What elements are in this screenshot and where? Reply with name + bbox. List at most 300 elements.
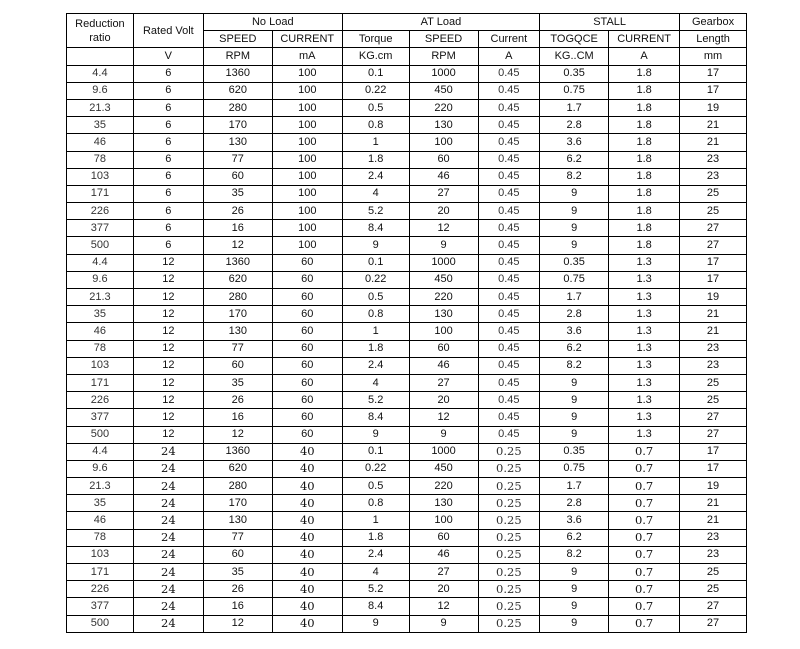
cell-stall-torque: 9 — [540, 374, 609, 391]
header-stall: STALL — [540, 14, 680, 31]
cell-rated-volt: 12 — [133, 306, 203, 323]
cell-no-load-current: 100 — [272, 203, 342, 220]
table-row — [67, 203, 747, 220]
cell-at-load-speed: 450 — [409, 271, 478, 288]
cell-no-load-speed: 60 — [203, 168, 272, 185]
cell-reduction-ratio: 226 — [67, 203, 134, 220]
cell-gearbox-length: 25 — [680, 581, 747, 598]
subheader-torque: TOGQCE — [540, 31, 609, 48]
cell-rated-volt: 24 — [133, 460, 203, 477]
cell-no-load-current: 40 — [272, 495, 342, 512]
cell-torque: 9 — [342, 237, 409, 254]
cell-torque: 1.8 — [342, 529, 409, 546]
cell-torque: 1 — [342, 512, 409, 529]
cell-at-load-current: 0.45 — [478, 82, 540, 99]
cell-stall-current: 1.8 — [609, 185, 680, 202]
cell-rated-volt: 12 — [133, 426, 203, 443]
cell-no-load-current: 100 — [272, 99, 342, 116]
cell-gearbox-length: 23 — [680, 546, 747, 563]
cell-stall-torque: 9 — [540, 237, 609, 254]
cell-stall-torque: 9 — [540, 220, 609, 237]
cell-gearbox-length: 19 — [680, 99, 747, 116]
cell-stall-torque: 0.35 — [540, 443, 609, 460]
cell-at-load-speed: 27 — [409, 564, 478, 581]
cell-stall-current: 1.3 — [609, 426, 680, 443]
cell-gearbox-length: 17 — [680, 460, 747, 477]
cell-no-load-current: 40 — [272, 581, 342, 598]
cell-reduction-ratio: 377 — [67, 598, 134, 615]
cell-no-load-speed: 280 — [203, 99, 272, 116]
cell-at-load-speed: 46 — [409, 357, 478, 374]
header-row-groups — [67, 14, 747, 31]
table-row — [67, 495, 747, 512]
cell-at-load-current: 0.45 — [478, 151, 540, 168]
cell-rated-volt: 6 — [133, 220, 203, 237]
cell-rated-volt: 6 — [133, 99, 203, 116]
cell-gearbox-length: 23 — [680, 168, 747, 185]
table-row — [67, 254, 747, 271]
cell-stall-torque: 9 — [540, 564, 609, 581]
unit-cell: RPM — [203, 48, 272, 65]
cell-gearbox-length: 21 — [680, 323, 747, 340]
cell-stall-current: 1.3 — [609, 340, 680, 357]
cell-torque: 4 — [342, 374, 409, 391]
cell-torque: 0.22 — [342, 82, 409, 99]
cell-no-load-speed: 1360 — [203, 65, 272, 82]
unit-cell: RPM — [409, 48, 478, 65]
cell-stall-current: 1.3 — [609, 254, 680, 271]
cell-no-load-speed: 12 — [203, 426, 272, 443]
cell-at-load-speed: 130 — [409, 117, 478, 134]
table-row — [67, 220, 747, 237]
cell-reduction-ratio: 46 — [67, 134, 134, 151]
unit-cell: KG..CM — [540, 48, 609, 65]
header-gearbox: Gearbox — [680, 14, 747, 31]
cell-at-load-speed: 46 — [409, 168, 478, 185]
table-row — [67, 65, 747, 82]
cell-at-load-current: 0.25 — [478, 564, 540, 581]
cell-no-load-speed: 12 — [203, 237, 272, 254]
cell-stall-current: 1.3 — [609, 271, 680, 288]
cell-no-load-current: 100 — [272, 117, 342, 134]
cell-at-load-speed: 220 — [409, 289, 478, 306]
header-reduction-ratio: Reduction ratio — [67, 14, 134, 48]
cell-at-load-speed: 1000 — [409, 65, 478, 82]
cell-gearbox-length: 25 — [680, 185, 747, 202]
cell-at-load-speed: 60 — [409, 151, 478, 168]
cell-at-load-current: 0.45 — [478, 357, 540, 374]
cell-at-load-speed: 20 — [409, 581, 478, 598]
cell-stall-current: 1.3 — [609, 409, 680, 426]
cell-no-load-speed: 170 — [203, 495, 272, 512]
cell-rated-volt: 24 — [133, 529, 203, 546]
cell-stall-torque: 0.75 — [540, 271, 609, 288]
cell-stall-current: 1.3 — [609, 306, 680, 323]
header-no-load: No Load — [203, 14, 342, 31]
cell-no-load-current: 60 — [272, 271, 342, 288]
motor-spec-table — [66, 13, 747, 633]
table-row — [67, 374, 747, 391]
cell-rated-volt: 12 — [133, 340, 203, 357]
cell-at-load-current: 0.25 — [478, 443, 540, 460]
cell-at-load-current: 0.45 — [478, 203, 540, 220]
cell-torque: 8.4 — [342, 409, 409, 426]
cell-torque: 0.5 — [342, 289, 409, 306]
cell-stall-current: 0.7 — [609, 443, 680, 460]
cell-torque: 2.4 — [342, 168, 409, 185]
cell-stall-current: 0.7 — [609, 615, 680, 632]
cell-no-load-speed: 1360 — [203, 443, 272, 460]
cell-no-load-current: 100 — [272, 65, 342, 82]
cell-reduction-ratio: 103 — [67, 168, 134, 185]
cell-gearbox-length: 21 — [680, 117, 747, 134]
cell-rated-volt: 6 — [133, 65, 203, 82]
cell-torque: 0.8 — [342, 306, 409, 323]
cell-reduction-ratio: 171 — [67, 374, 134, 391]
cell-stall-current: 1.3 — [609, 392, 680, 409]
table-row — [67, 151, 747, 168]
table-row — [67, 185, 747, 202]
cell-reduction-ratio: 171 — [67, 564, 134, 581]
cell-at-load-current: 0.45 — [478, 340, 540, 357]
table-row — [67, 134, 747, 151]
cell-no-load-speed: 170 — [203, 117, 272, 134]
cell-stall-current: 0.7 — [609, 512, 680, 529]
table-row — [67, 323, 747, 340]
cell-no-load-speed: 16 — [203, 220, 272, 237]
cell-reduction-ratio: 500 — [67, 426, 134, 443]
cell-stall-current: 1.8 — [609, 151, 680, 168]
cell-gearbox-length: 23 — [680, 357, 747, 374]
cell-at-load-speed: 130 — [409, 495, 478, 512]
cell-at-load-current: 0.25 — [478, 615, 540, 632]
cell-reduction-ratio: 21.3 — [67, 478, 134, 495]
cell-rated-volt: 24 — [133, 443, 203, 460]
unit-cell: KG.cm — [342, 48, 409, 65]
cell-stall-current: 1.8 — [609, 237, 680, 254]
cell-torque: 0.1 — [342, 65, 409, 82]
cell-gearbox-length: 21 — [680, 306, 747, 323]
cell-stall-torque: 6.2 — [540, 340, 609, 357]
subheader-current: CURRENT — [272, 31, 342, 48]
cell-at-load-current: 0.45 — [478, 185, 540, 202]
cell-stall-torque: 1.7 — [540, 99, 609, 116]
cell-torque: 1 — [342, 323, 409, 340]
cell-gearbox-length: 27 — [680, 598, 747, 615]
cell-reduction-ratio: 226 — [67, 392, 134, 409]
cell-stall-current: 0.7 — [609, 529, 680, 546]
table-row — [67, 117, 747, 134]
cell-torque: 8.4 — [342, 220, 409, 237]
cell-torque: 0.8 — [342, 495, 409, 512]
header-rated-volt: Rated Volt — [133, 14, 203, 48]
cell-at-load-speed: 450 — [409, 460, 478, 477]
cell-stall-torque: 1.7 — [540, 478, 609, 495]
cell-reduction-ratio: 103 — [67, 546, 134, 563]
cell-torque: 5.2 — [342, 581, 409, 598]
cell-reduction-ratio: 103 — [67, 357, 134, 374]
cell-at-load-speed: 9 — [409, 426, 478, 443]
cell-reduction-ratio: 78 — [67, 340, 134, 357]
table-row — [67, 529, 747, 546]
table-row — [67, 392, 747, 409]
cell-no-load-speed: 26 — [203, 392, 272, 409]
cell-at-load-speed: 12 — [409, 409, 478, 426]
cell-rated-volt: 24 — [133, 564, 203, 581]
cell-stall-torque: 9 — [540, 615, 609, 632]
table-row — [67, 598, 747, 615]
cell-rated-volt: 24 — [133, 478, 203, 495]
unit-cell: A — [478, 48, 540, 65]
cell-reduction-ratio: 500 — [67, 237, 134, 254]
cell-rated-volt: 12 — [133, 271, 203, 288]
cell-gearbox-length: 25 — [680, 392, 747, 409]
cell-no-load-current: 60 — [272, 374, 342, 391]
cell-stall-current: 1.8 — [609, 99, 680, 116]
cell-torque: 4 — [342, 564, 409, 581]
cell-stall-current: 1.8 — [609, 117, 680, 134]
cell-reduction-ratio: 21.3 — [67, 99, 134, 116]
cell-at-load-current: 0.45 — [478, 254, 540, 271]
subheader-torque: Torque — [342, 31, 409, 48]
unit-cell: mA — [272, 48, 342, 65]
cell-at-load-current: 0.25 — [478, 529, 540, 546]
cell-stall-torque: 9 — [540, 409, 609, 426]
cell-reduction-ratio: 4.4 — [67, 443, 134, 460]
cell-reduction-ratio: 46 — [67, 512, 134, 529]
cell-torque: 1.8 — [342, 151, 409, 168]
cell-reduction-ratio: 35 — [67, 117, 134, 134]
cell-reduction-ratio: 35 — [67, 495, 134, 512]
cell-reduction-ratio: 171 — [67, 185, 134, 202]
cell-reduction-ratio: 78 — [67, 529, 134, 546]
cell-no-load-speed: 12 — [203, 615, 272, 632]
cell-no-load-current: 40 — [272, 512, 342, 529]
cell-stall-torque: 3.6 — [540, 134, 609, 151]
table-row — [67, 409, 747, 426]
cell-stall-current: 1.3 — [609, 323, 680, 340]
cell-no-load-current: 100 — [272, 185, 342, 202]
cell-rated-volt: 6 — [133, 185, 203, 202]
cell-no-load-speed: 170 — [203, 306, 272, 323]
cell-gearbox-length: 17 — [680, 443, 747, 460]
table-row — [67, 289, 747, 306]
subheader-length: Length — [680, 31, 747, 48]
cell-rated-volt: 24 — [133, 512, 203, 529]
cell-stall-current: 0.7 — [609, 598, 680, 615]
cell-reduction-ratio: 377 — [67, 409, 134, 426]
cell-at-load-current: 0.45 — [478, 65, 540, 82]
unit-cell: A — [609, 48, 680, 65]
spec-table-container — [66, 13, 747, 633]
cell-at-load-current: 0.45 — [478, 271, 540, 288]
cell-at-load-speed: 100 — [409, 512, 478, 529]
cell-stall-torque: 8.2 — [540, 168, 609, 185]
cell-at-load-speed: 9 — [409, 615, 478, 632]
cell-no-load-speed: 16 — [203, 598, 272, 615]
cell-stall-torque: 1.7 — [540, 289, 609, 306]
cell-stall-torque: 9 — [540, 598, 609, 615]
table-body — [67, 65, 747, 632]
cell-no-load-speed: 26 — [203, 203, 272, 220]
cell-rated-volt: 6 — [133, 134, 203, 151]
cell-reduction-ratio: 226 — [67, 581, 134, 598]
cell-reduction-ratio: 500 — [67, 615, 134, 632]
cell-at-load-current: 0.45 — [478, 392, 540, 409]
cell-at-load-speed: 220 — [409, 99, 478, 116]
cell-rated-volt: 6 — [133, 203, 203, 220]
cell-rated-volt: 6 — [133, 168, 203, 185]
unit-cell: V — [133, 48, 203, 65]
cell-at-load-speed: 9 — [409, 237, 478, 254]
cell-no-load-speed: 35 — [203, 185, 272, 202]
cell-reduction-ratio: 377 — [67, 220, 134, 237]
cell-torque: 0.1 — [342, 254, 409, 271]
cell-torque: 5.2 — [342, 203, 409, 220]
cell-at-load-current: 0.45 — [478, 99, 540, 116]
cell-stall-current: 1.8 — [609, 82, 680, 99]
cell-no-load-speed: 130 — [203, 512, 272, 529]
cell-rated-volt: 24 — [133, 598, 203, 615]
table-row — [67, 340, 747, 357]
cell-stall-torque: 6.2 — [540, 529, 609, 546]
cell-no-load-current: 40 — [272, 460, 342, 477]
cell-rated-volt: 24 — [133, 495, 203, 512]
cell-at-load-current: 0.45 — [478, 409, 540, 426]
cell-stall-current: 1.8 — [609, 203, 680, 220]
cell-no-load-current: 60 — [272, 323, 342, 340]
cell-stall-torque: 2.8 — [540, 306, 609, 323]
cell-no-load-current: 100 — [272, 220, 342, 237]
cell-torque: 4 — [342, 185, 409, 202]
cell-at-load-current: 0.45 — [478, 237, 540, 254]
cell-no-load-speed: 77 — [203, 529, 272, 546]
cell-rated-volt: 12 — [133, 289, 203, 306]
cell-gearbox-length: 23 — [680, 340, 747, 357]
cell-stall-current: 1.8 — [609, 134, 680, 151]
table-row — [67, 546, 747, 563]
table-row — [67, 99, 747, 116]
cell-gearbox-length: 19 — [680, 289, 747, 306]
cell-no-load-current: 40 — [272, 478, 342, 495]
cell-reduction-ratio: 9.6 — [67, 82, 134, 99]
cell-at-load-speed: 100 — [409, 323, 478, 340]
cell-stall-torque: 2.8 — [540, 117, 609, 134]
cell-at-load-speed: 1000 — [409, 254, 478, 271]
cell-at-load-current: 0.25 — [478, 546, 540, 563]
cell-torque: 0.22 — [342, 460, 409, 477]
cell-no-load-current: 40 — [272, 546, 342, 563]
cell-reduction-ratio: 35 — [67, 306, 134, 323]
cell-stall-current: 0.7 — [609, 478, 680, 495]
cell-at-load-current: 0.25 — [478, 598, 540, 615]
cell-reduction-ratio: 21.3 — [67, 289, 134, 306]
cell-gearbox-length: 25 — [680, 374, 747, 391]
cell-torque: 2.4 — [342, 546, 409, 563]
table-row — [67, 271, 747, 288]
unit-empty — [67, 48, 134, 65]
cell-torque: 2.4 — [342, 357, 409, 374]
cell-gearbox-length: 27 — [680, 237, 747, 254]
cell-torque: 0.1 — [342, 443, 409, 460]
cell-no-load-speed: 35 — [203, 564, 272, 581]
cell-at-load-speed: 60 — [409, 340, 478, 357]
cell-no-load-speed: 60 — [203, 546, 272, 563]
cell-torque: 0.5 — [342, 99, 409, 116]
cell-reduction-ratio: 46 — [67, 323, 134, 340]
cell-no-load-speed: 130 — [203, 323, 272, 340]
cell-stall-torque: 3.6 — [540, 512, 609, 529]
cell-no-load-current: 60 — [272, 254, 342, 271]
table-row — [67, 615, 747, 632]
cell-torque: 0.5 — [342, 478, 409, 495]
cell-at-load-current: 0.45 — [478, 220, 540, 237]
cell-stall-torque: 0.35 — [540, 254, 609, 271]
cell-stall-torque: 0.75 — [540, 460, 609, 477]
cell-at-load-current: 0.25 — [478, 495, 540, 512]
cell-no-load-current: 40 — [272, 564, 342, 581]
cell-rated-volt: 12 — [133, 254, 203, 271]
cell-reduction-ratio: 78 — [67, 151, 134, 168]
cell-no-load-current: 40 — [272, 529, 342, 546]
cell-no-load-current: 100 — [272, 168, 342, 185]
cell-stall-torque: 9 — [540, 426, 609, 443]
cell-at-load-current: 0.45 — [478, 323, 540, 340]
table-row — [67, 460, 747, 477]
cell-at-load-current: 0.25 — [478, 460, 540, 477]
cell-gearbox-length: 27 — [680, 615, 747, 632]
cell-gearbox-length: 21 — [680, 512, 747, 529]
cell-stall-current: 0.7 — [609, 581, 680, 598]
cell-no-load-speed: 130 — [203, 134, 272, 151]
cell-gearbox-length: 25 — [680, 203, 747, 220]
table-row — [67, 357, 747, 374]
subheader-speed: SPEED — [409, 31, 478, 48]
cell-stall-torque: 6.2 — [540, 151, 609, 168]
cell-at-load-speed: 1000 — [409, 443, 478, 460]
cell-no-load-speed: 35 — [203, 374, 272, 391]
cell-at-load-current: 0.45 — [478, 117, 540, 134]
cell-no-load-speed: 77 — [203, 340, 272, 357]
table-row — [67, 168, 747, 185]
cell-gearbox-length: 27 — [680, 426, 747, 443]
cell-stall-current: 1.3 — [609, 374, 680, 391]
cell-stall-torque: 9 — [540, 203, 609, 220]
cell-gearbox-length: 21 — [680, 495, 747, 512]
unit-cell: mm — [680, 48, 747, 65]
cell-no-load-current: 100 — [272, 82, 342, 99]
cell-stall-torque: 9 — [540, 392, 609, 409]
cell-at-load-current: 0.45 — [478, 426, 540, 443]
cell-no-load-current: 40 — [272, 443, 342, 460]
subheader-current: Current — [478, 31, 540, 48]
cell-no-load-speed: 620 — [203, 82, 272, 99]
cell-gearbox-length: 17 — [680, 254, 747, 271]
cell-no-load-current: 40 — [272, 598, 342, 615]
cell-stall-current: 1.8 — [609, 168, 680, 185]
cell-stall-torque: 8.2 — [540, 357, 609, 374]
table-row — [67, 443, 747, 460]
cell-at-load-speed: 100 — [409, 134, 478, 151]
table-row — [67, 512, 747, 529]
cell-reduction-ratio: 9.6 — [67, 460, 134, 477]
cell-at-load-speed: 46 — [409, 546, 478, 563]
cell-rated-volt: 12 — [133, 392, 203, 409]
cell-at-load-current: 0.45 — [478, 289, 540, 306]
header-row-units — [67, 48, 747, 65]
cell-at-load-speed: 20 — [409, 392, 478, 409]
cell-stall-current: 0.7 — [609, 495, 680, 512]
